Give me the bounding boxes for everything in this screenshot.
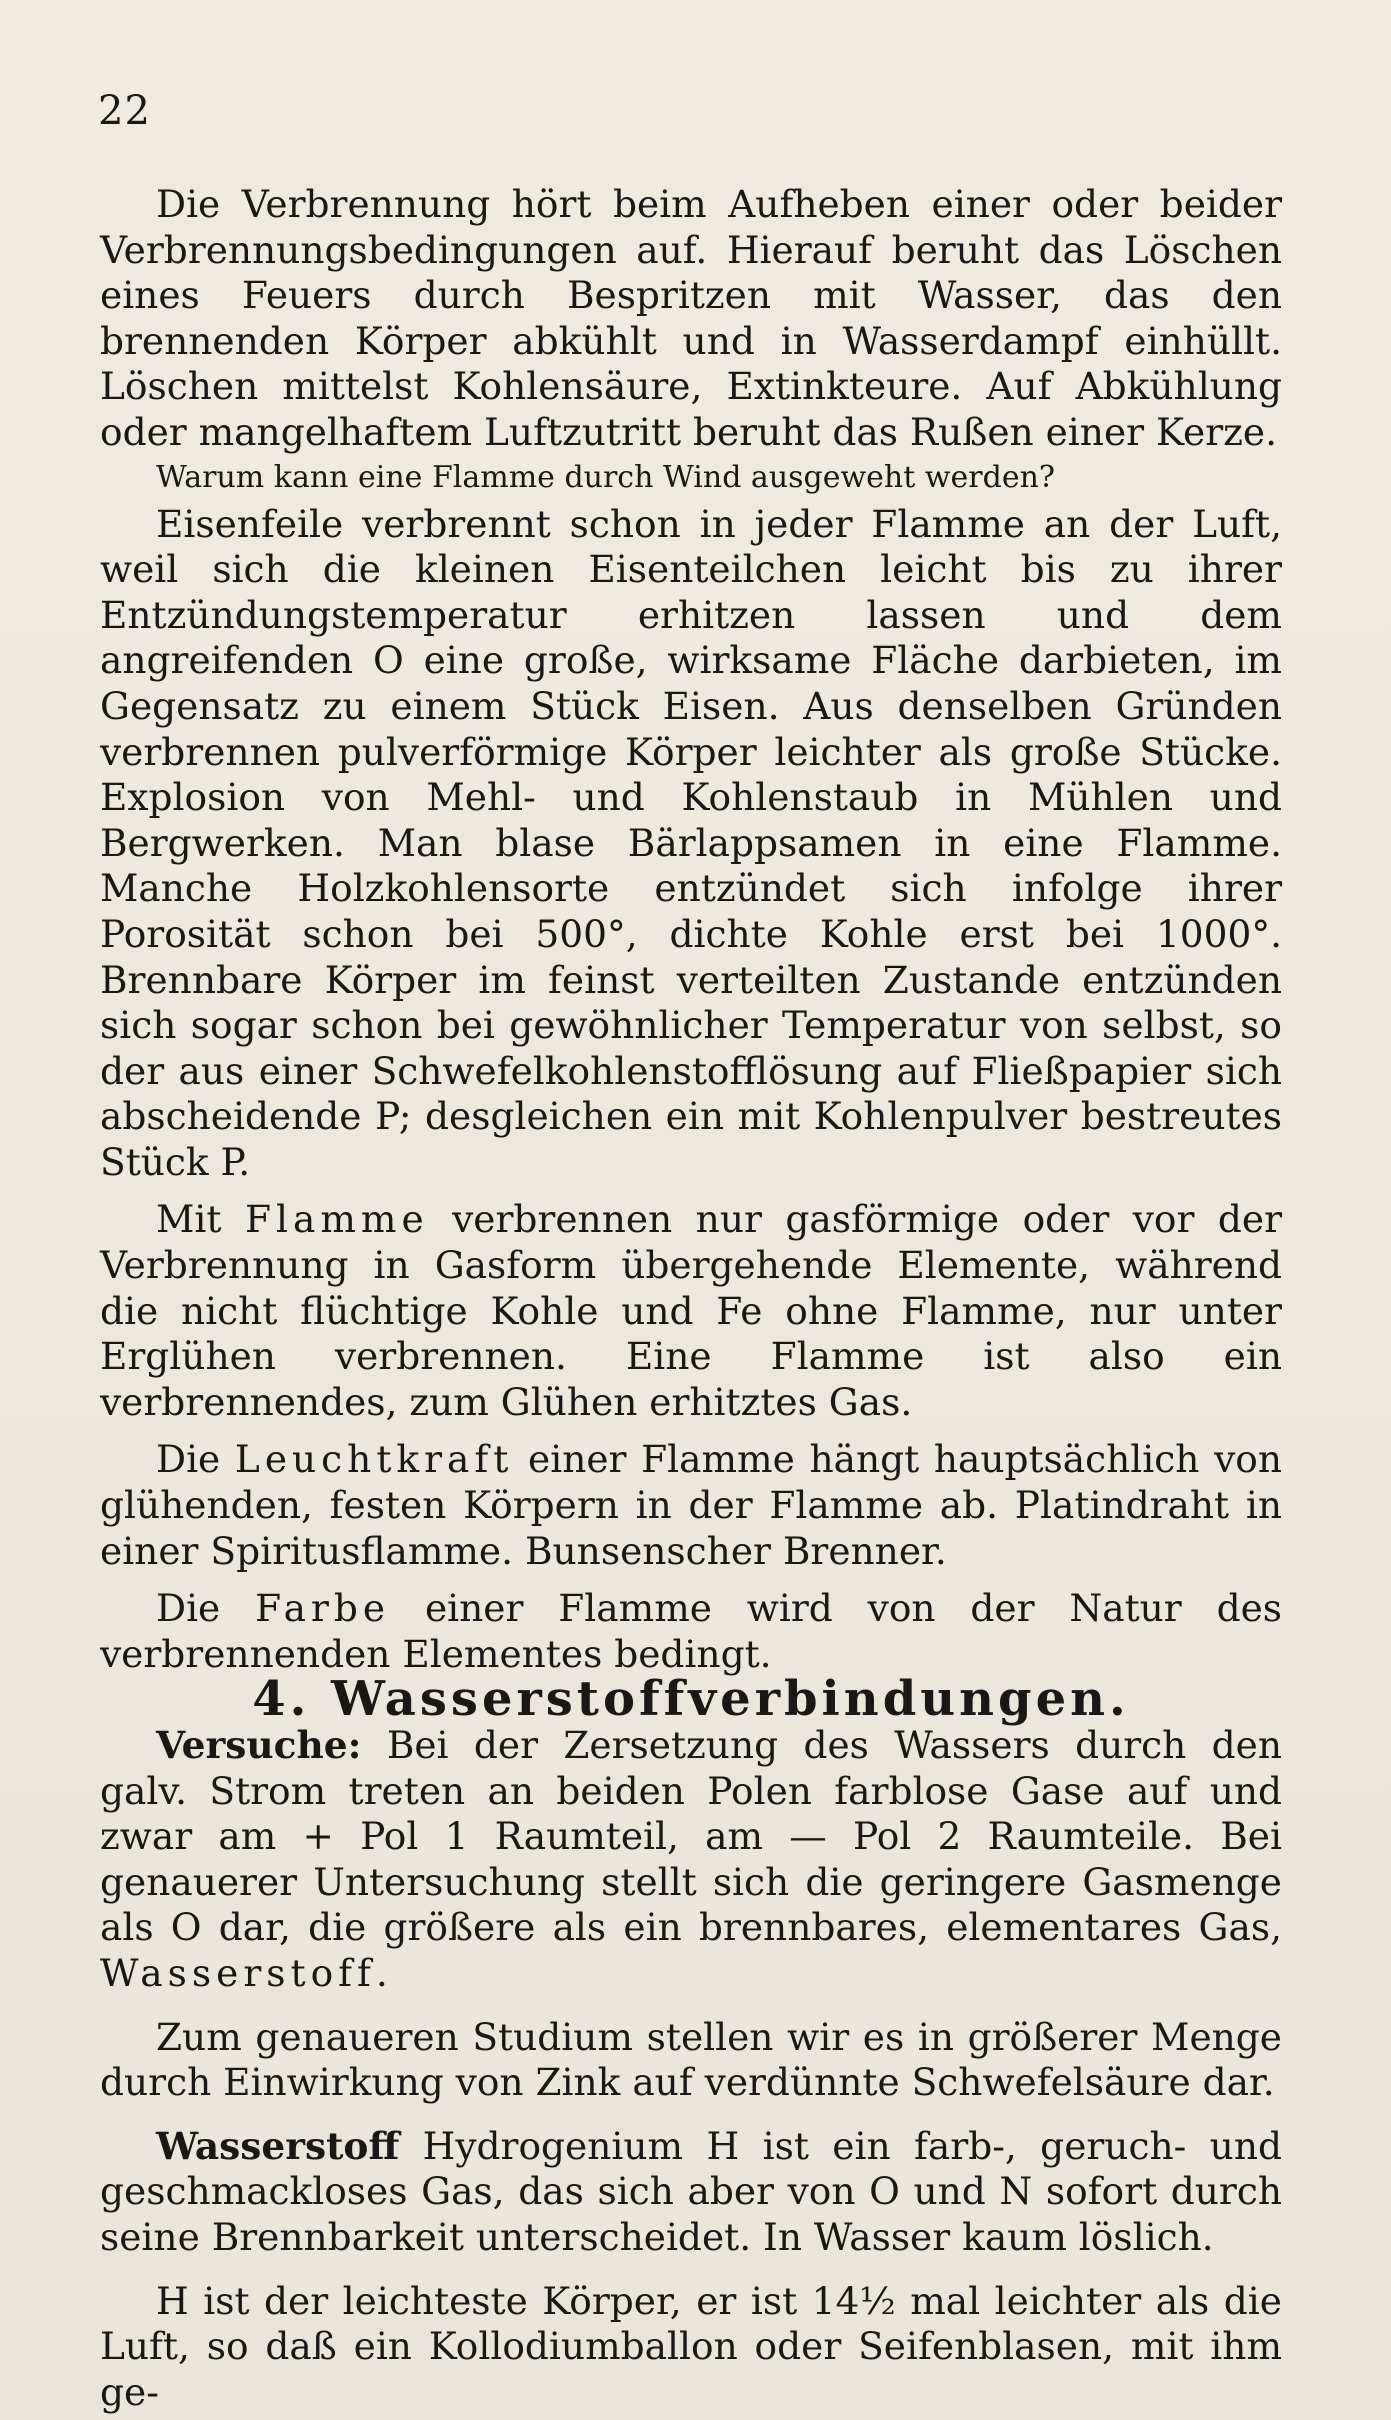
flame-lead: Mit <box>156 1197 222 1242</box>
color-lead: Die <box>156 1586 221 1631</box>
paragraph-luminosity <box>100 1437 1282 1574</box>
section-heading: 4. Wasserstoffverbindungen. <box>252 1671 1130 1728</box>
page-number: 22 <box>98 88 151 134</box>
hydrogen-text: Hydrogenium H ist ein farb-, geruch- und geschmackloses Gas, das sich aber von O und N sofort durch seine Brennbarkeit unterscheidet. In Wasser kaum löslich. <box>100 2123 1282 2259</box>
question-wind: Warum kann eine Flamme durch Wind ausgeweht werden? <box>156 459 1055 495</box>
experiments-text: Bei der Zersetzung des Wassers durch den galv. Strom treten an beiden Polen farblose Gase auf und zwar am + Pol 1 Raumteil, am — Pol 2 Raumteile. Bei genauerer Untersuchung stellt sich die geringere Gasmenge als O dar, die größere als ein brennbares, elementares Gas, <box>100 1723 1283 1950</box>
paragraph-flame <box>100 1197 1282 1425</box>
hydrogen-term: Wasserstoff <box>100 1950 376 1995</box>
color-rest: einer Flamme wird von der Natur des verbrennenden Elementes bedingt. <box>100 1586 1283 1676</box>
color-term: Farbe <box>255 1586 391 1631</box>
flame-rest: verbrennen nur gasförmige oder vor der Verbrennung in Gasform übergehende Elemente, während die nicht flüchtige Kohle und Fe ohne Flamme, nur unter Erglühen verbrennen. Eine Flamme ist also ein verbrennendes, zum Glühen erhitztes Gas. <box>100 1197 1283 1424</box>
luminosity-lead: Die <box>156 1437 221 1482</box>
paragraph-extinguishing: Die Verbrennung hört beim Aufheben einer oder beider Verbrennungsbedingungen auf. Hierauf beruht das Löschen eines Feuers durch Bespritzen mit Wasser, das den brennenden Körper abkühlt und in Wasserdampf einhüllt. Löschen mittelst Kohlensäure, Extinkteure. Auf Abkühlung oder mangelhaftem Luftzutritt beruht das Rußen einer Kerze. <box>100 182 1282 454</box>
hydrogen-label: Wasserstoff <box>156 2123 400 2168</box>
luminosity-term: Leuchtkraft <box>234 1437 514 1482</box>
luminosity-rest: einer Flamme hängt hauptsächlich von glühenden, festen Körpern in der Flamme ab. Platindraht in einer Spiritusflamme. Bunsenscher Brenner. <box>100 1437 1283 1573</box>
experiments-label: Versuche: <box>156 1723 362 1767</box>
experiments-end: . <box>375 1950 388 1995</box>
paragraph-lightest: H ist der leichteste Körper, er ist 14½ mal leichter als die Luft, so daß ein Kollodiumballon oder Seifenblasen, mit ihm ge- <box>100 2278 1282 2414</box>
paragraph-iron-filings: Eisenfeile verbrennt schon in jeder Flamme an der Luft, weil sich die kleinen Eisenteilchen leicht bis zu ihrer Entzündungstemperatur erhitzen lassen und dem angreifenden O eine große, wirksame Fläche darbieten, im Gegensatz zu einem Stück Eisen. Aus denselben Gründen verbrennen pulverförmige Körper leichter als große Stücke. Explosion von Mehl- und Kohlenstaub in Mühlen und Bergwerken. Man blase Bärlappsamen in eine Flamme. Manche Holzkohlensorte entzündet sich infolge ihrer Porosität schon bei 500°, dichte Kohle erst bei 1000°. Brennbare Körper im feinst verteilten Zustande entzünden sich sogar schon bei gewöhnlicher Temperatur von selbst, so der aus einer Schwefelkohlenstofflösung auf Fließpapier sich abscheidende P; desgleichen ein mit Kohlenpulver bestreutes Stück P. <box>100 501 1282 1184</box>
body-text <box>100 182 1282 2415</box>
paragraph-experiments <box>100 1723 1282 1997</box>
paragraph-zinc: Zum genaueren Studium stellen wir es in größerer Menge durch Einwirkung von Zink auf verdünnte Schwefelsäure dar. <box>100 2014 1282 2105</box>
paragraph-color <box>100 1586 1282 1677</box>
flame-term: Flamme <box>244 1197 429 1242</box>
paragraph-hydrogen <box>100 2124 1282 2261</box>
